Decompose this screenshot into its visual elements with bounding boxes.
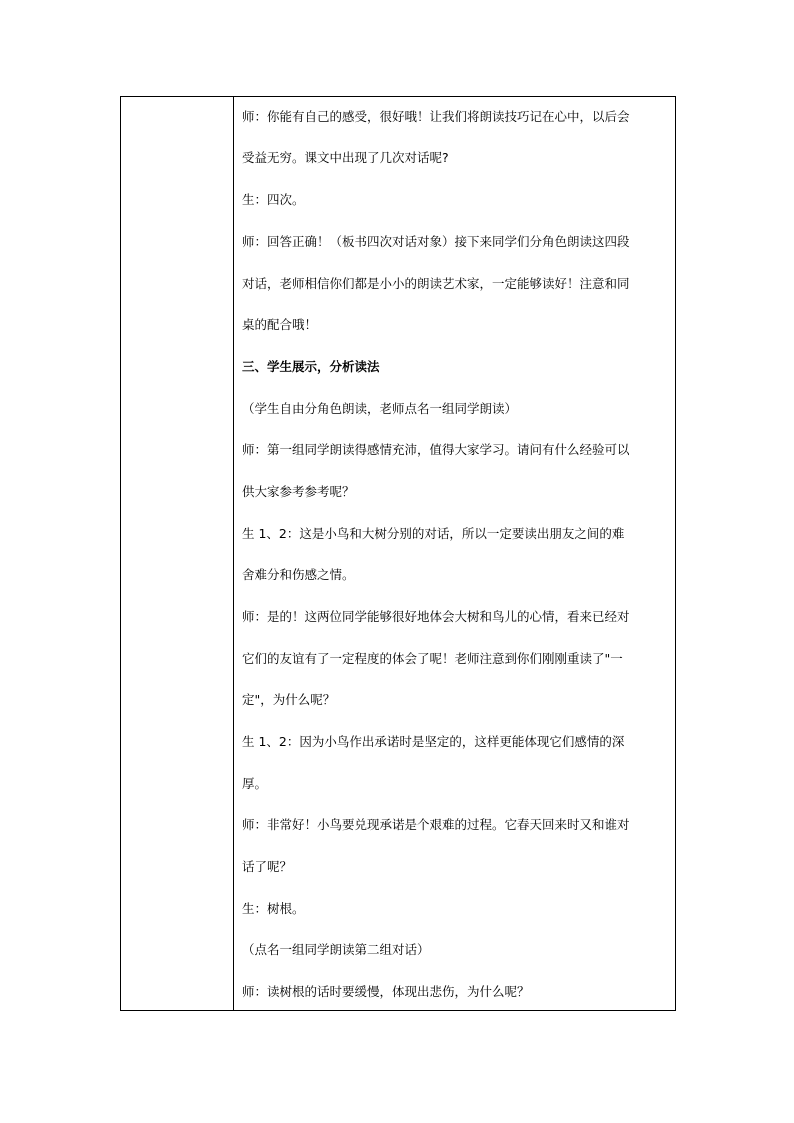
text-line: 师：回答正确！（板书四次对话对象）接下来同学们分角色朗读这四段 (242, 234, 630, 249)
text-line: 桌的配合哦！ (242, 317, 318, 332)
text-line: 对话，老师相信你们都是小小的朗读艺术家，一定能够读好！注意和同 (242, 276, 630, 291)
column-divider (233, 97, 234, 1010)
section-heading: 三、学生展示，分析读法 (242, 359, 380, 374)
text-line: 它们的友谊有了一定程度的体会了呢！老师注意到你们刚刚重读了"一 (242, 651, 623, 666)
text-line: （点名一组同学朗读第二组对话） (242, 942, 430, 957)
text-line: 师：第一组同学朗读得感情充沛，值得大家学习。请问有什么经验可以 (242, 442, 630, 457)
text-line: 生：树根。 (242, 901, 305, 916)
text-line: 厚。 (242, 776, 268, 791)
lesson-table (120, 96, 676, 1011)
text-line: 师：读树根的话时要缓慢，体现出悲伤，为什么呢？ (242, 984, 530, 999)
text-line: 受益无穷。课文中出现了几次对话呢? (242, 150, 449, 165)
text-line: （学生自由分角色朗读，老师点名一组同学朗读） (242, 401, 518, 416)
text-line: 师：是的！这两位同学能够很好地体会大树和鸟儿的心情，看来已经对 (242, 609, 630, 624)
text-line: 师：你能有自己的感受，很好哦！让我们将朗读技巧记在心中，以后会 (242, 109, 630, 124)
text-line: 话了呢？ (242, 859, 293, 874)
text-line: 生：四次。 (242, 192, 305, 207)
text-line: 舍难分和伤感之情。 (242, 567, 355, 582)
text-line: 师：非常好！小鸟要兑现承诺是个艰难的过程。它春天回来时又和谁对 (242, 817, 630, 832)
text-line: 供大家参考参考呢？ (242, 484, 355, 499)
text-line: 生 1、2：因为小鸟作出承诺时是坚定的，这样更能体现它们感情的深 (242, 734, 625, 749)
text-line: 生 1、2：这是小鸟和大树分别的对话，所以一定要读出朋友之间的难 (242, 526, 625, 541)
text-line: 定"，为什么呢？ (242, 692, 336, 707)
